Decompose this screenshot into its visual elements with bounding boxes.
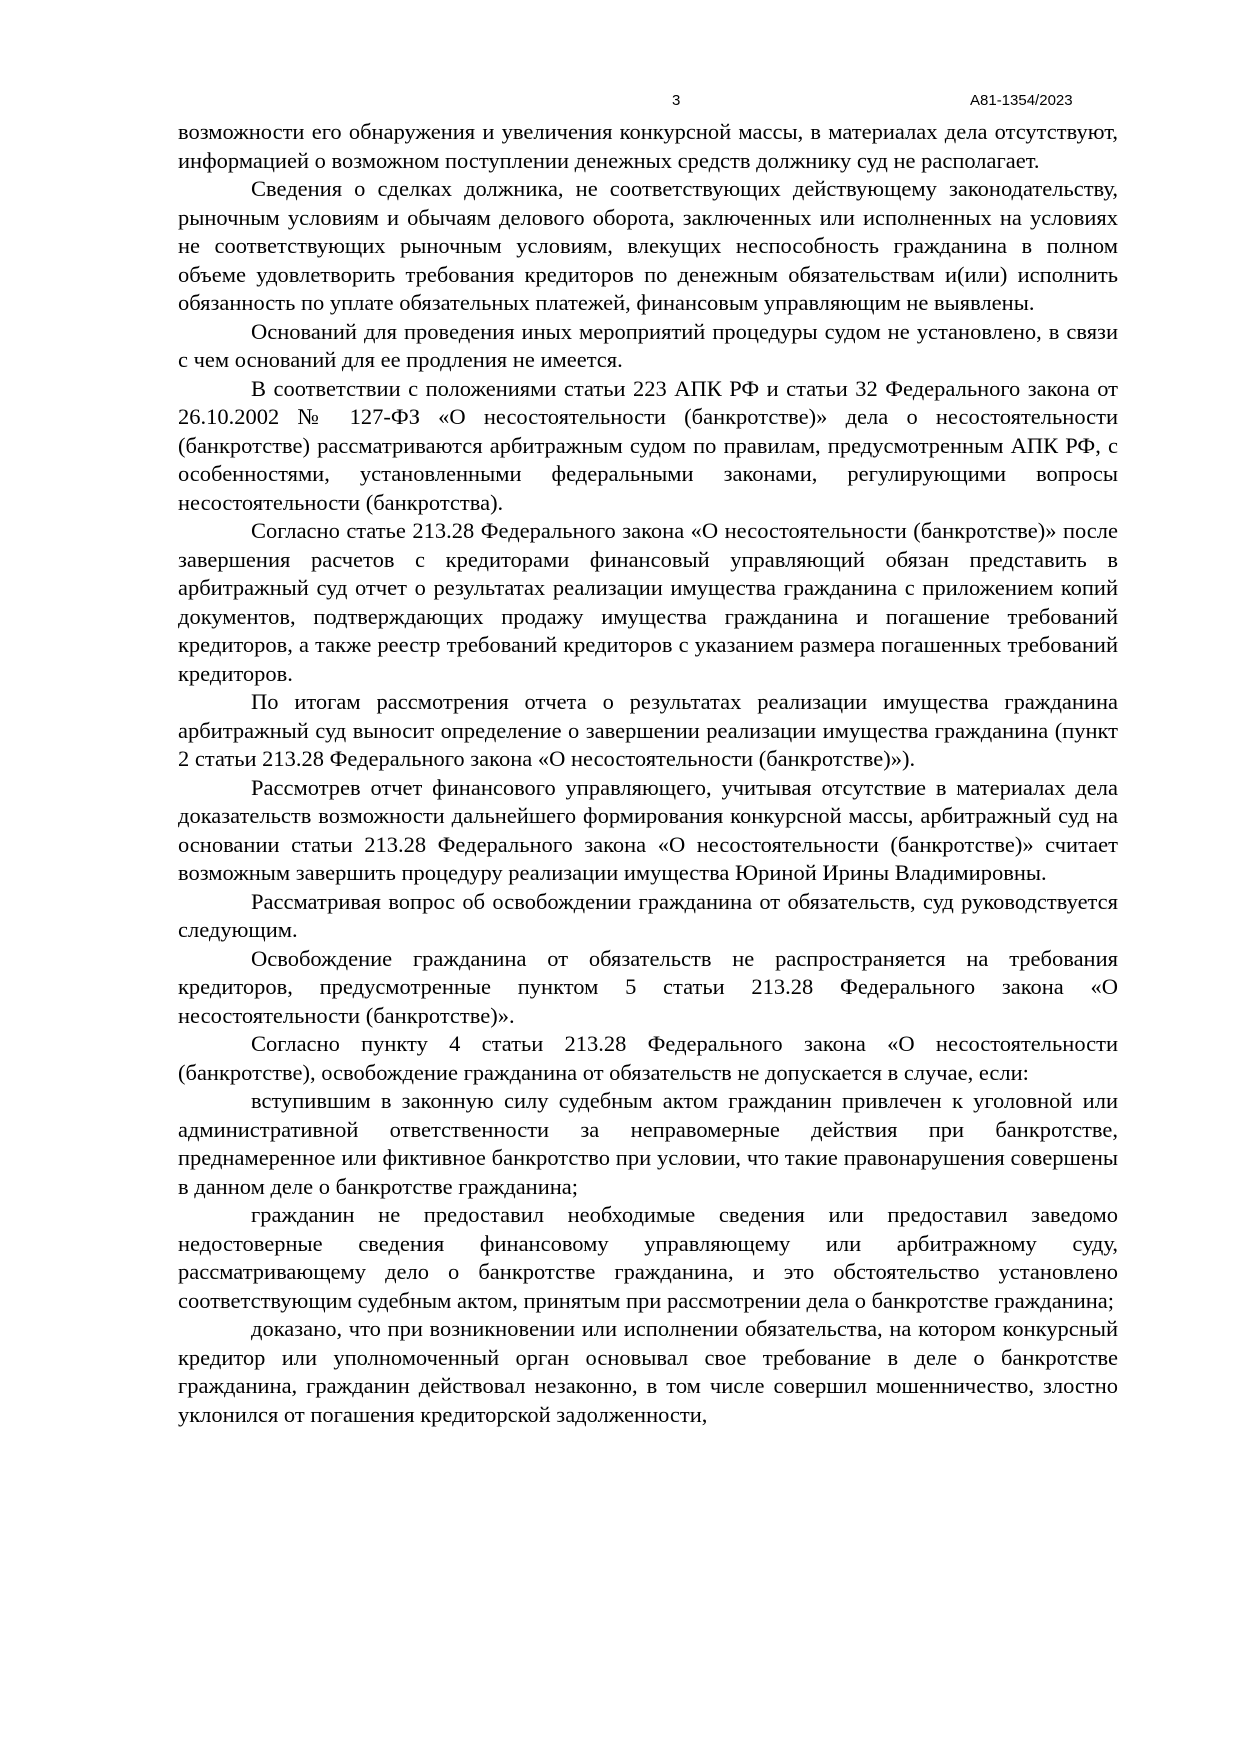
paragraph: Согласно статье 213.28 Федерального закона «О несостоятельности (банкротстве)» после завершения расчетов с кредиторами финансовый управляющий обязан представить в арбитражный суд отчет о результатах реализации имущества гражданина с приложением копий документов, подтверждающих продажу имущества гражданина и погашение требований кредиторов, а также реестр требований кредиторов с указанием размера погашенных требований кредиторов. bbox=[178, 518, 1118, 686]
paragraph: Согласно пункту 4 статьи 213.28 Федерального закона «О несостоятельности (банкротстве), освобождение гражданина от обязательств не допускается в случае, если: bbox=[178, 1031, 1118, 1085]
paragraph: Оснований для проведения иных мероприятий процедуры судом не установлено, в связи с чем оснований для ее продления не имеется. bbox=[178, 318, 1118, 372]
paragraph: вступившим в законную силу судебным актом гражданин привлечен к уголовной или административной ответственности за неправомерные действия при банкротстве, преднамеренное или фиктивное банкротство при условии, что такие правонарушения совершены в данном деле о банкротстве гражданина; bbox=[178, 1088, 1118, 1199]
paragraph: Рассматривая вопрос об освобождении гражданина от обязательств, суд руководствуется следующим. bbox=[178, 888, 1118, 942]
paragraph: Освобождение гражданина от обязательств не распространяется на требования кредиторов, предусмотренные пунктом 5 статьи 213.28 Федерального закона «О несостоятельности (банкротстве)». bbox=[178, 945, 1118, 1028]
paragraph: доказано, что при возникновении или исполнении обязательства, на котором конкурсный кредитор или уполномоченный орган основывал свое требование в деле о банкротстве гражданина, гражданин действовал незаконно, в том числе совершил мошенничество, злостно уклонился от погашения кредиторской задолженности, bbox=[178, 1316, 1118, 1427]
paragraph: гражданин не предоставил необходимые сведения или предоставил заведомо недостоверные сведения финансовому управляющему или арбитражному суду, рассматривающему дело о банкротстве гражданина, и это обстоятельство установлено соответствующим судебным актом, принятым при рассмотрении дела о банкротстве гражданина; bbox=[178, 1202, 1118, 1313]
paragraph: По итогам рассмотрения отчета о результатах реализации имущества гражданина арбитражный суд выносит определение о завершении реализации имущества гражданина (пункт 2 статьи 213.28 Федерального закона «О несостоятельности (банкротстве)»). bbox=[178, 689, 1118, 771]
paragraph: Рассмотрев отчет финансового управляющего, учитывая отсутствие в материалах дела доказательств возможности дальнейшего формирования конкурсной массы, арбитражный суд на основании статьи 213.28 Федерального закона «О несостоятельности (банкротстве)» считает возможным завершить процедуру реализации имущества Юриной Ирины Владимировны. bbox=[178, 774, 1118, 885]
page-number: 3 bbox=[672, 92, 681, 109]
paragraph: В соответствии с положениями статьи 223 АПК РФ и статьи 32 Федерального закона от 26.10.2002 № 127-ФЗ «О несостоятельности (банкротстве)» дела о несостоятельности (банкротстве) рассматриваются арбитражным судом по правилам, предусмотренным АПК РФ, с особенностями, установленными федеральными законами, регулирующими вопросы несостоятельности (банкротства). bbox=[178, 375, 1118, 515]
case-number: А81-1354/2023 bbox=[970, 92, 1073, 109]
paragraph: Сведения о сделках должника, не соответствующих действующему законодательству, рыночным условиям и обычаям делового оборота, заключенных или исполненных на условиях не соответствующих рыночным условиям, влекущих неспособность гражданина в полном объеме удовлетворить требования кредиторов по денежным обязательствам и(или) исполнить обязанность по уплате обязательных платежей, финансовым управляющим не выявлены. bbox=[178, 176, 1118, 315]
paragraph: возможности его обнаружения и увеличения конкурсной массы, в материалах дела отсутствуют, информацией о возможном поступлении денежных средств должнику суд не располагает. bbox=[178, 119, 1118, 173]
document-body bbox=[178, 118, 1118, 1429]
